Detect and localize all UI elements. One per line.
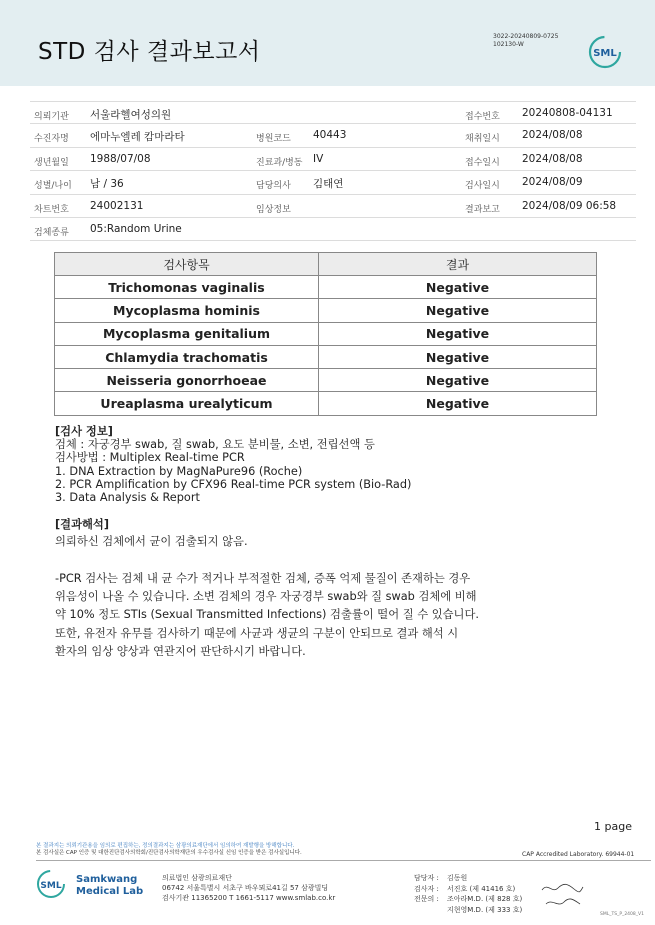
reported-value: 2024/08/09 06:58 [522, 199, 617, 212]
results-table [54, 252, 597, 416]
sml-logo-icon [588, 35, 622, 69]
test-item: Mycoplasma genitalium [55, 322, 319, 345]
received-label: 접수일시 [465, 157, 500, 168]
ward-code-value: 40443 [313, 129, 347, 142]
note-line: -PCR 검사는 검체 내 균 수가 적거나 부적절한 검체, 증폭 억제 물질이 존재하는 경우 [55, 572, 471, 585]
info-row [30, 195, 636, 218]
test-result: Negative [319, 299, 597, 322]
collected-value: 2024/08/08 [522, 129, 583, 142]
institution-address [162, 873, 335, 903]
table-row [55, 276, 597, 299]
staff-name: 지현영M.D. (제 333 호) [447, 905, 523, 914]
info-row [30, 124, 636, 147]
note-line: 환자의 임상 양상과 연관지어 판단하시기 바랍니다. [55, 644, 306, 658]
report-title: STD 검사 결과보고서 [38, 39, 261, 65]
clinical-label: 임상정보 [256, 204, 291, 215]
receipt-no-label: 접수번호 [465, 112, 500, 122]
patient-info-grid [30, 101, 636, 241]
sex-age-label: 성별/나이 [34, 181, 72, 192]
tested-value: 2024/08/09 [522, 176, 583, 189]
patient-name-value: 에마누엘레 캄마라타 [90, 131, 185, 144]
method-heading: [검사 정보] [55, 425, 113, 438]
received-value: 2024/08/08 [522, 152, 583, 165]
test-result: Negative [319, 369, 597, 392]
institution-value: 서울라헬여성의원 [90, 109, 172, 121]
method-line: 검체 : 자궁경부 swab, 질 swab, 요도 분비물, 소변, 전립선액 등 [55, 438, 375, 452]
test-item: Mycoplasma hominis [55, 299, 319, 322]
brand-name: Samkwang Medical Lab [76, 874, 144, 897]
test-result: Negative [319, 276, 597, 299]
footer-divider [36, 860, 651, 861]
interpretation-text: 의뢰하신 검체에서 균이 검출되지 않음. [55, 535, 248, 548]
page-number: 1 page [594, 820, 632, 833]
dept-label: 진료과/병동 [256, 157, 303, 168]
notice-line: 본 결과지는 의뢰기관용을 임의로 편집하는, 정의결과지는 삼광의료재단에서 임의하여 재발행을 방해합니다. [36, 843, 295, 849]
test-item: Trichomonas vaginalis [55, 276, 319, 299]
test-result: Negative [319, 392, 597, 415]
name-label: 수진자명 [34, 134, 69, 145]
cap-accreditation: CAP Accredited Laboratory. 69944-01 [522, 851, 635, 858]
staff-name: 김동원 [447, 874, 468, 882]
staff-role: 검사자 : [414, 884, 439, 893]
chart-value: 24002131 [90, 199, 144, 212]
dept-value: IV [313, 152, 324, 165]
staff-name: 서진호 (제 41416 호) [447, 884, 516, 893]
dob-value: 1988/07/08 [90, 152, 151, 165]
note-line: 약 10% 정도 STIs (Sexual Transmitted Infections) 검출률이 떨어 질 수 있습니다. [55, 608, 479, 622]
test-item: Chlamydia trachomatis [55, 345, 319, 368]
test-result: Negative [319, 345, 597, 368]
info-row [30, 101, 636, 124]
staff-row [414, 894, 523, 905]
sex-age-value: 남 / 36 [90, 178, 124, 191]
results-header-row [55, 253, 597, 276]
collected-label: 채취일시 [465, 134, 500, 145]
svg-text:SML: SML [593, 48, 617, 59]
staff-name: 조아라M.D. (제 828 호) [447, 895, 523, 903]
staff-role: 담당자 : [414, 874, 439, 882]
document-id: 3022-20240809-0725 102130-W [493, 33, 559, 48]
notice-line: 본 검사실은 CAP 인증 및 대한진단검사의학회/진단검사의학재단의 우수검사실 신임 인증을 받은 검사실입니다. [36, 850, 302, 856]
column-header-result: 결과 [319, 253, 597, 276]
address-line: 06742 서울특별시 서초구 바우뫼로41길 57 삼광빌딩 [162, 884, 329, 892]
table-row [55, 392, 597, 415]
specimen-label: 검체종류 [34, 227, 69, 238]
table-row [55, 322, 597, 345]
svg-text:SML: SML [40, 881, 62, 891]
report-header [0, 0, 655, 86]
test-result: Negative [319, 322, 597, 345]
form-number: SML_TS_P_2408_V1 [600, 912, 644, 917]
test-item: Ureaplasma urealyticum [55, 392, 319, 415]
dob-label: 생년월일 [34, 157, 69, 168]
chart-label: 차트번호 [34, 204, 69, 215]
reported-label: 결과보고 [465, 204, 500, 215]
interpretation-heading: [결과해석] [55, 518, 109, 531]
doctor-label: 담당의사 [256, 181, 291, 192]
method-line: 2. PCR Amplification by CFX96 Real-time PCR system (Bio-Rad) [55, 477, 412, 491]
table-row [55, 299, 597, 322]
receipt-no-value: 20240808-04131 [522, 107, 613, 119]
test-item: Neisseria gonorrhoeae [55, 369, 319, 392]
table-row [55, 345, 597, 368]
staff-row [414, 873, 468, 884]
info-row [30, 218, 636, 241]
staff-row [414, 905, 523, 916]
staff-list [414, 873, 523, 915]
address-line: 의료법인 삼광의료재단 [162, 874, 232, 882]
staff-row [414, 884, 516, 895]
table-row [55, 369, 597, 392]
sml-logo-icon [36, 869, 66, 899]
method-line: 검사방법 : Multiplex Real-time PCR [55, 451, 245, 465]
institution-label: 의뢰기관 [34, 112, 69, 122]
column-header-item: 검사항목 [55, 253, 319, 276]
note-line: 또한, 유전자 유무를 검사하기 때문에 사균과 생균의 구분이 안되므로 결과 해석 시 [55, 626, 459, 640]
method-line: 1. DNA Extraction by MagNaPure96 (Roche) [55, 464, 303, 478]
info-row [30, 171, 636, 194]
address-line: 검사기관 11365200 T 1661-5117 www.smlab.co.kr [162, 894, 336, 902]
note-line: 위음성이 나올 수 있습니다. 소변 검체의 경우 자궁경부 swab와 질 swab 검체에 비해 [55, 590, 477, 604]
footer-notice [36, 843, 302, 857]
method-section [55, 425, 411, 504]
specimen-value: 05:Random Urine [90, 222, 182, 235]
method-line: 3. Data Analysis & Report [55, 491, 200, 505]
ward-code-label: 병원코드 [256, 134, 291, 145]
interpretation-note [55, 570, 479, 661]
info-row [30, 148, 636, 171]
signature-icon [540, 880, 585, 910]
tested-label: 검사일시 [465, 181, 500, 192]
staff-role: 전문의 : [414, 895, 439, 903]
doctor-value: 김태연 [313, 178, 344, 191]
